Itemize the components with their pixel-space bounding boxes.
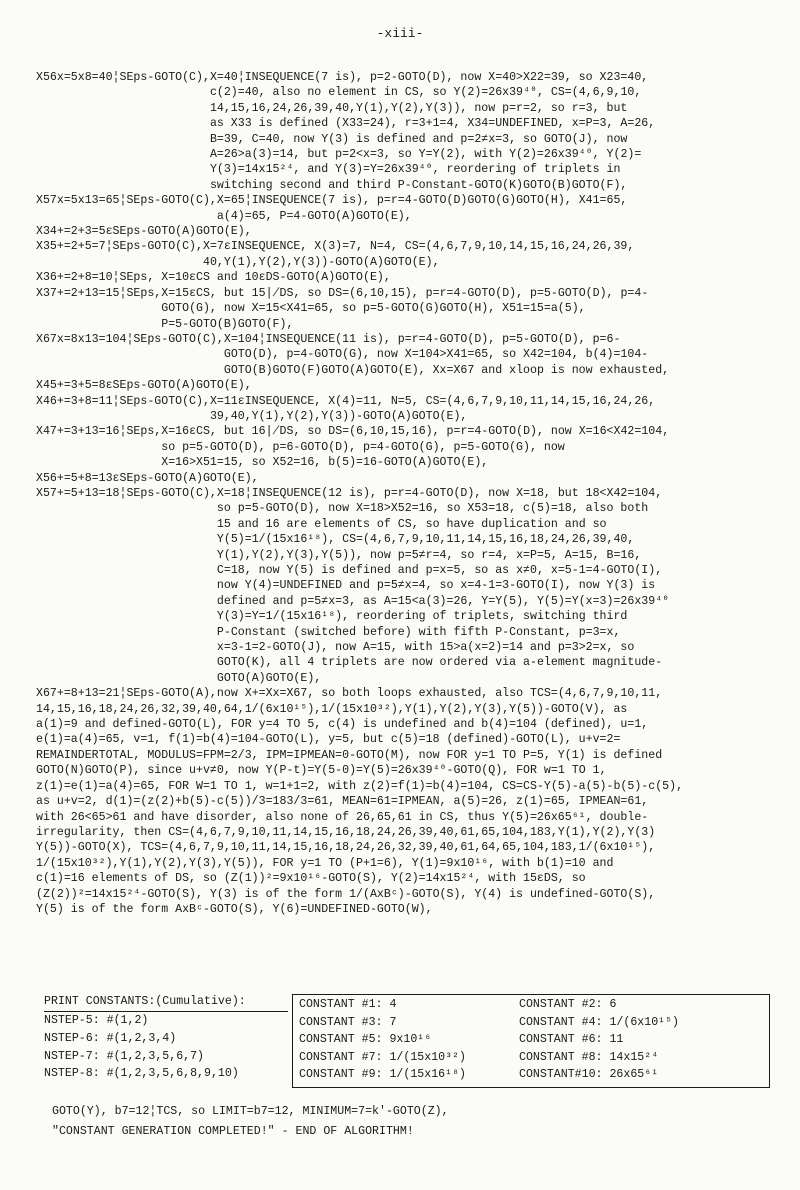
trace-line: 15 and 16 are elements of CS, so have duplication and so <box>216 517 607 531</box>
trace-line: irregularity, then CS=(4,6,7,9,10,11,14,15,16,18,24,26,39,40,61,65,104,183,Y(1),Y(2),Y(3) <box>36 825 656 839</box>
trace-step <box>36 286 786 332</box>
trace-line: GOTO(D), p=4-GOTO(G), now X=104>X41=65, so X42=104, b(4)=104- <box>223 348 649 362</box>
step-text <box>161 424 669 470</box>
step-label: X56+=5+8=13εSEps-GOTO(A)GOTO(E), <box>36 471 259 485</box>
trace-step <box>36 239 786 270</box>
trace-line: defined and p=5≠x=3, as A=15<a(3)=26, Y=Y(5), Y(5)=Y(x=3)=26x39⁴⁰ <box>216 594 670 608</box>
trace-line: X=16>X51=15, so X52=16, b(5)=16-GOTO(A)GOTO(E), <box>161 456 489 470</box>
step-label: X56x=5x8=40¦SEps-GOTO(C), <box>36 71 210 84</box>
step-text <box>217 486 669 686</box>
algorithm-trace <box>36 70 786 917</box>
trace-line: as u+v=2, d(1)=(z(2)+b(5)-c(5))/3=183/3=61, MEAN=61=IPMEAN, a(5)=26, z(1)=65, IPMEAN=61, <box>36 795 649 809</box>
trace-line: P-Constant (switched before) with fifth P-Constant, p=3=x, <box>216 625 621 639</box>
nstep-line: NSTEP-8: #(1,2,3,5,6,8,9,10) <box>44 1067 239 1081</box>
footer-line: GOTO(Y), b7=12¦TCS, so LIMIT=b7=12, MINIMUM=7=k'-GOTO(Z), <box>52 1105 449 1118</box>
trace-step <box>36 224 786 239</box>
step-label: X57x=5x13=65¦SEps-GOTO(C), <box>36 194 217 208</box>
trace-line: e(1)=a(4)=65, v=1, f(1)=b(4)=104-GOTO(L), y=5, but c(5)=18 (defined)-GOTO(L), u+v=2= <box>36 733 621 747</box>
constant-cell: CONSTANT #1: 4 <box>299 998 397 1011</box>
trace-line: B=39, C=40, now Y(3) is defined and p=2≠x=3, so GOTO(J), now <box>209 132 628 146</box>
trace-line: now X+=Xx=X67, so both loops exhausted, also TCS=(4,6,7,9,10,11, <box>216 687 663 701</box>
constant-cell: CONSTANT #8: 14x15²⁴ <box>519 1050 659 1064</box>
trace-line: Y(1),Y(2),Y(3),Y(5)), now p=5≠r=4, so r=4, x=P=5, A=15, B=16, <box>216 548 642 562</box>
nstep-list <box>44 994 292 1083</box>
step-text <box>224 332 669 378</box>
trace-step <box>36 486 786 686</box>
trace-line: so p=5-GOTO(D), now X=18>X52=16, so X53=18, c(5)=18, also both <box>216 502 649 516</box>
trace-line: x=3-1=2-GOTO(J), now A=15, with 15>a(x=2)=14 and p=3>2=x, so <box>216 641 635 655</box>
footer-line: "CONSTANT GENERATION COMPLETED!" - END OF ALGORITHM! <box>52 1125 414 1138</box>
constant-cell: CONSTANT #5: 9x10¹⁶ <box>299 1033 432 1047</box>
trace-line: (Z(2))²=14x15²⁴-GOTO(S), Y(3) is of the form 1/(AxBᶜ)-GOTO(S), Y(4) is undefined-GOTO(S), <box>36 887 656 901</box>
constant-cell: CONSTANT #9: 1/(15x16¹⁸) <box>299 1068 466 1082</box>
trace-line: 14,15,16,24,26,39,40,Y(1),Y(2),Y(3)), now p=r=2, so r=3, but <box>209 101 628 115</box>
trace-line: Y(5)=1/(15x16¹⁸), CS=(4,6,7,9,10,11,14,15,16,18,24,26,39,40, <box>216 533 635 547</box>
trace-line: a(4)=65, P=4-GOTO(A)GOTO(E), <box>216 209 412 223</box>
step-text <box>217 686 662 701</box>
trace-line: 14,15,16,18,24,26,32,39,40,64,1/(6x10¹⁵),1/(15x10³²),Y(1),Y(2),Y(3),Y(5))-GOTO(V), as <box>36 702 628 716</box>
print-constants-heading: PRINT CONSTANTS:(Cumulative): <box>44 994 288 1012</box>
trace-line: GOTO(K), all 4 triplets are now ordered via a-element magnitude- <box>216 656 663 670</box>
trace-line: 40,Y(1),Y(2),Y(3))-GOTO(A)GOTO(E), <box>202 255 440 269</box>
trace-line: z(1)=e(1)=a(4)=65, FOR W=1 TO 1, w=1+1=2, with z(2)=f(1)=b(4)=104, CS=CS-Y(5)-a(5)-b(5)-c(5), <box>36 779 684 793</box>
trace-line: A=26>a(3)=14, but p=2<x=3, so Y=Y(2), with Y(2)=26x39⁴⁰, Y(2)= <box>209 148 642 162</box>
trace-line: GOTO(B)GOTO(F)GOTO(A)GOTO(E), Xx=X67 and xloop is now exhausted, <box>223 363 670 377</box>
trace-line: 1/(15x10³²),Y(1),Y(2),Y(3),Y(5)), FOR y=1 TO (P+1=6), Y(1)=9x10¹⁶, with b(1)=10 and <box>36 856 614 870</box>
constant-cell: CONSTANT #6: 11 <box>519 1033 624 1047</box>
trace-step <box>36 332 786 378</box>
step-label: X34+=2+3=5εSEps-GOTO(A)GOTO(E), <box>36 225 252 239</box>
step-label: X67x=8x13=104¦SEps-GOTO(C), <box>36 332 224 346</box>
constant-cell: CONSTANT #3: 7 <box>299 1015 397 1029</box>
trace-line: Y(3)=Y=1/(15x16¹⁸), reordering of triplets, switching third <box>216 610 628 624</box>
trace-line: X=104¦INSEQUENCE(11 is), p=r=4-GOTO(D), p=5-GOTO(D), p=6- <box>223 332 621 346</box>
trace-line: GOTO(A)GOTO(E), <box>216 671 322 685</box>
step-continuation <box>36 702 786 918</box>
step-text <box>210 394 655 425</box>
trace-line: GOTO(G), now X=15<X41=65, so p=5-GOTO(G)GOTO(H), X51=15=a(5), <box>161 302 586 316</box>
step-text <box>210 70 655 193</box>
trace-line: Y(5))-GOTO(X), TCS=(4,6,7,9,10,11,14,15,16,18,24,26,32,39,40,61,64,65,104,183,1/(6x10¹⁵), <box>36 841 656 855</box>
step-text <box>203 239 634 270</box>
trace-line: a(1)=9 and defined-GOTO(L), FOR y=4 TO 5, c(4) is undefined and b(4)=104 (defined), u=1, <box>36 718 649 732</box>
constant-cell: CONSTANT #2: 6 <box>519 998 617 1011</box>
trace-line: switching second and third P-Constant-GOTO(K)GOTO(B)GOTO(F), <box>209 178 628 192</box>
trace-line: as X33 is defined (X33=24), r=3+1=4, X34=UNDEFINED, x=P=3, A=26, <box>209 117 656 131</box>
constant-cell: CONSTANT #4: 1/(6x10¹⁵) <box>519 1015 680 1029</box>
nstep-line: NSTEP-5: #(1,2) <box>44 1014 149 1028</box>
trace-line: with 26<65>61 and have disorder, also none of 26,65,61 in CS, thus Y(5)=26x65⁶¹, double- <box>36 810 649 824</box>
trace-line: REMAINDERTOTAL, MODULUS=FPM=2/3, IPM=IPMEAN=0-GOTO(M), now FOR y=1 TO P=5, Y(1) is defined <box>36 748 663 762</box>
trace-line: X=15εCS, but 15∤DS, so DS=(6,10,15), p=r=4-GOTO(D), p=5-GOTO(D), p=4- <box>161 286 649 300</box>
trace-line: c(1)=16 elements of DS, so (Z(1))²=9x10¹⁶-GOTO(S), Y(2)=14x15²⁴, with 15εDS, so <box>36 872 586 886</box>
step-label: X37+=2+13=15¦SEps, <box>36 286 162 300</box>
trace-line: now Y(4)=UNDEFINED and p=5≠x=4, so x=4-1=3-GOTO(I), now Y(3) is <box>216 579 656 593</box>
trace-step <box>36 471 786 486</box>
step-label: X36+=2+8=10¦SEps, X=10εCS and 10εDS-GOTO(A)GOTO(E), <box>36 271 391 285</box>
step-label: X46+=3+8=11¦SEps-GOTO(C), <box>36 394 210 408</box>
step-label: X35+=2+5=7¦SEps-GOTO(C), <box>36 240 203 254</box>
trace-line: X=40¦INSEQUENCE(7 is), p=2-GOTO(D), now X=40>X22=39, so X23=40, <box>209 71 649 84</box>
trace-step <box>36 70 786 193</box>
trace-step <box>36 394 786 425</box>
print-constants-section <box>44 994 770 1088</box>
trace-step <box>36 686 786 701</box>
step-label: X47+=3+13=16¦SEps, <box>36 425 162 439</box>
step-text <box>161 286 648 332</box>
trace-step <box>36 424 786 470</box>
trace-line: X=11εINSEQUENCE, X(4)=11, N=5, CS=(4,6,7,9,10,11,14,15,16,24,26, <box>209 394 656 408</box>
trace-line: C=18, now Y(5) is defined and p=x=5, so as x≠0, x=5-1=4-GOTO(I), <box>216 564 663 577</box>
constants-table <box>292 994 770 1088</box>
trace-line: Y(3)=14x15²⁴, and Y(3)=Y=26x39⁴⁰, reordering of triplets in <box>209 163 621 177</box>
trace-line: c(2)=40, also no element in CS, so Y(2)=26x39⁴⁰, CS=(4,6,9,10, <box>209 86 642 100</box>
constant-cell: CONSTANT#10: 26x65⁶¹ <box>519 1068 659 1082</box>
trace-step <box>36 270 786 285</box>
trace-line: X=16εCS, but 16∤DS, so DS=(6,10,15,16), p=r=4-GOTO(D), now X=16<X42=104, <box>161 425 670 439</box>
trace-step <box>36 378 786 393</box>
step-label: X45+=3+5=8εSEps-GOTO(A)GOTO(E), <box>36 379 252 393</box>
step-label: X57+=5+13=18¦SEps-GOTO(C), <box>36 486 217 500</box>
step-text <box>217 193 628 224</box>
constant-cell: CONSTANT #7: 1/(15x10³²) <box>299 1050 466 1064</box>
trace-line: P=5-GOTO(B)GOTO(F), <box>161 317 294 331</box>
trace-line: Y(5) is of the form AxBᶜ-GOTO(S), Y(6)=UNDEFINED-GOTO(W), <box>36 902 433 916</box>
page-number: -xiii- <box>376 26 424 41</box>
step-label: X67+=8+13=21¦SEps-GOTO(A), <box>36 687 217 701</box>
trace-line: X=65¦INSEQUENCE(7 is), p=r=4-GOTO(D)GOTO(G)GOTO(H), X41=65, <box>216 194 628 208</box>
trace-line: GOTO(N)GOTO(P), since u+v≠0, now Y(P-t)=Y(5-0)=Y(5)=26x39⁴⁰-GOTO(Q), FOR w=1 TO 1, <box>36 764 607 778</box>
trace-line: X=7εINSEQUENCE, X(3)=7, N=4, CS=(4,6,7,9,10,14,15,16,24,26,39, <box>202 240 635 254</box>
nstep-line: NSTEP-7: #(1,2,3,5,6,7) <box>44 1049 205 1063</box>
trace-line: so p=5-GOTO(D), p=6-GOTO(D), p=4-GOTO(G), p=5-GOTO(G), now <box>161 440 565 454</box>
nstep-line: NSTEP-6: #(1,2,3,4) <box>44 1032 177 1045</box>
trace-line: 39,40,Y(1),Y(2),Y(3))-GOTO(A)GOTO(E), <box>209 409 468 423</box>
trace-step <box>36 193 786 224</box>
trace-line: X=18¦INSEQUENCE(12 is), p=r=4-GOTO(D), now X=18, but 18<X42=104, <box>216 486 663 500</box>
